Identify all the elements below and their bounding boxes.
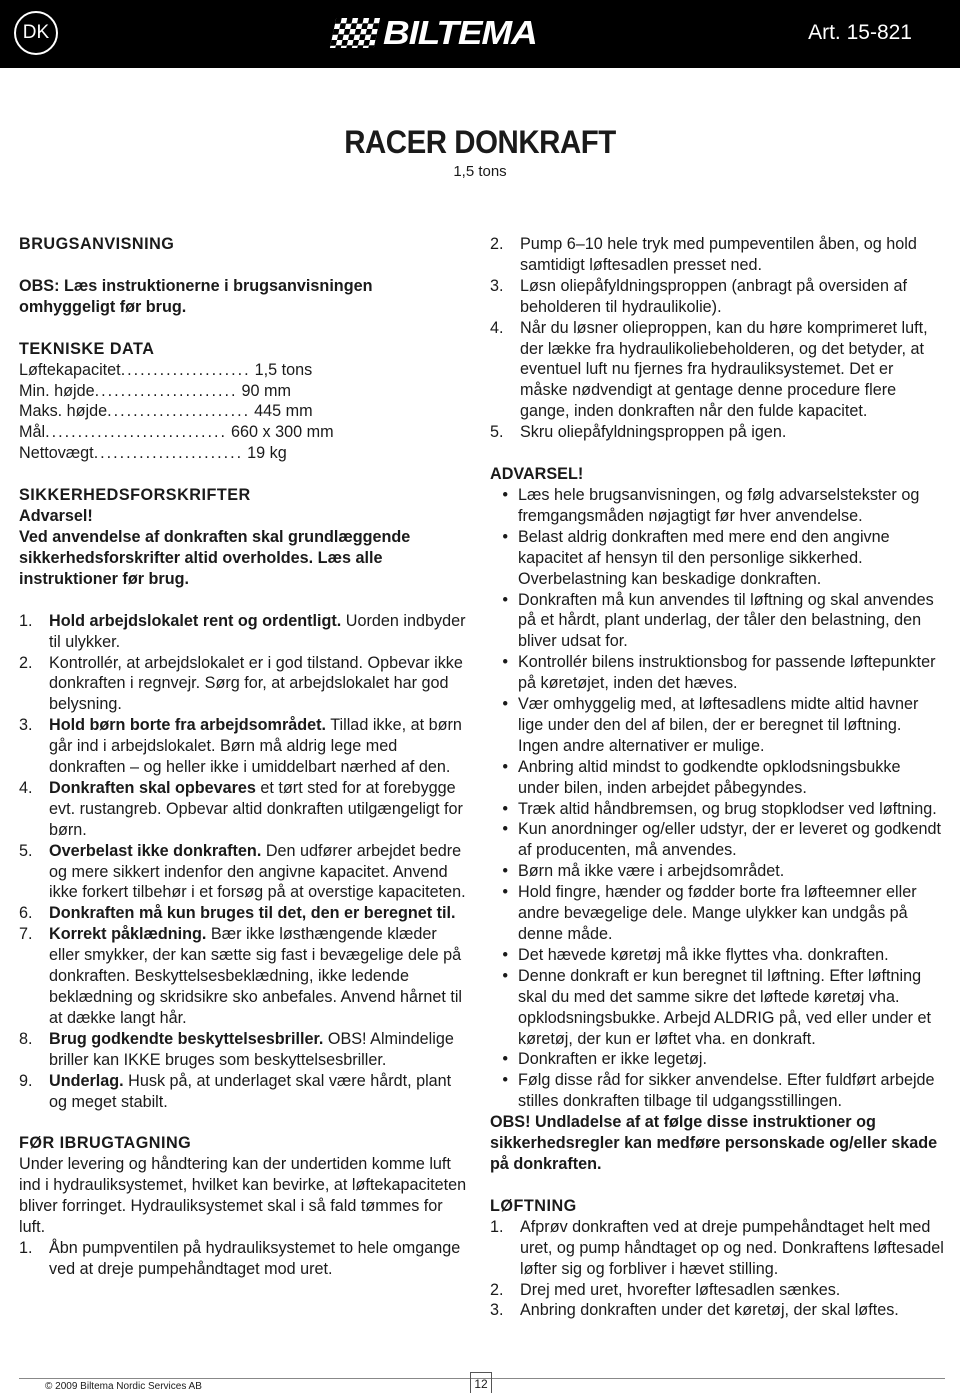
list-item	[490, 318, 945, 423]
list-item	[19, 653, 469, 716]
warning-item	[490, 652, 945, 694]
list-item	[19, 1071, 469, 1113]
spec-value: 660 x 300 mm	[231, 423, 334, 442]
item-number: 1.	[19, 611, 33, 630]
item-number: 7.	[19, 925, 33, 944]
item-body: Drej med uret, hvorefter løftesadlen sænkes.	[520, 1280, 841, 1299]
bullet-icon: •	[502, 485, 508, 504]
warning-item	[490, 1049, 945, 1070]
warning-item	[490, 590, 945, 653]
item-number: 5.	[19, 841, 33, 860]
article-number: Art. 15-821	[808, 21, 912, 44]
item-text	[49, 653, 469, 716]
page-subtitle: 1,5 tons	[453, 163, 507, 180]
lift-heading: LØFTNING	[490, 1196, 577, 1215]
spec-row	[19, 381, 469, 402]
item-bold: Hold børn borte fra arbejdsområdet.	[49, 716, 327, 735]
dot-leader: ......................	[94, 381, 238, 400]
bullet-icon: •	[502, 883, 508, 902]
checkered-flag-icon	[330, 18, 380, 48]
bullet-icon: •	[502, 527, 508, 546]
bullet-icon: •	[502, 820, 508, 839]
item-text	[49, 1029, 469, 1071]
warning-text: Donkraften må kun anvendes til løftning og skal anvendes på et hårdt, plant underlag, der tåler den belastning, den bliver udsat for.	[518, 590, 934, 651]
safety-heading: SIKKERHEDSFORSKRIFTER	[19, 486, 251, 505]
item-number: 3.	[490, 276, 504, 295]
warning-item	[490, 485, 945, 527]
item-number: 2.	[19, 653, 33, 672]
warning-item	[490, 799, 945, 820]
spec-label: Nettovægt	[19, 444, 94, 463]
item-text	[520, 234, 945, 276]
spec-row	[19, 443, 469, 464]
list-item	[490, 1217, 945, 1280]
dot-leader: ......................	[107, 402, 251, 421]
item-number: 9.	[19, 1071, 33, 1090]
item-body: OBS! Almindelige briller kan IKKE bruges som beskyttelsesbriller.	[49, 1029, 454, 1069]
warning-text: Kontrollér bilens instruktionsbog for passende løftepunkter på køretøjet, inden det hæves.	[518, 653, 936, 693]
item-body: Når du løsner olieproppen, kan du høre komprimeret luft, der lække fra hydraulikoliebeholderen, og det betyder, at eventuel luft nu fjernes fra hydrauliksystemet. Det er måske nødvendigt at gentage denne procedure flere gange, inden donkraften når den fulde kapacitet.	[520, 318, 928, 421]
item-text	[49, 778, 469, 841]
warning-text: Læs hele brugsanvisningen, og følg advarselstekster og fremgangsmåden nøjagtigt før hver anvendelse.	[518, 485, 920, 525]
item-body: Skru oliepåfyldningsproppen på igen.	[520, 423, 787, 442]
item-bold: Overbelast ikke donkraften.	[49, 841, 262, 860]
item-text	[49, 1238, 469, 1280]
warning-text: Denne donkraft er kun beregnet til løftning. Efter løftning skal du med det samme sikre det løftede køretøj vha. opklodsningsbukke. Arbejd ALDRIG på, ved eller under et køretøj, der kun er løftet vha. en donkraft.	[518, 966, 932, 1048]
language-badge: DK	[14, 11, 58, 55]
bullet-icon: •	[502, 862, 508, 881]
item-text	[49, 903, 469, 924]
warning-item	[490, 527, 945, 590]
item-number: 3.	[490, 1301, 504, 1320]
item-body: et tørt sted for at forebygge evt. rustangreb. Opbevar altid donkraften utilgængeligt for børn.	[49, 778, 463, 839]
item-body: Anbring donkraften under det køretøj, der skal løftes.	[520, 1301, 899, 1320]
spec-label: Maks. højde	[19, 402, 108, 421]
item-number: 4.	[490, 318, 504, 337]
item-number: 1.	[19, 1238, 33, 1257]
warning-text: Det hævede køretøj må ikke flyttes vha. donkraften.	[518, 945, 889, 964]
item-body: Uorden indbyder til ulykker.	[49, 611, 466, 651]
dot-leader: .......................	[93, 444, 244, 463]
item-text	[49, 1071, 469, 1113]
item-number: 4.	[19, 778, 33, 797]
item-text	[520, 1280, 945, 1301]
list-item	[19, 924, 469, 1029]
spec-value: 19 kg	[247, 444, 287, 463]
spec-row	[19, 401, 469, 422]
spec-value: 1,5 tons	[254, 360, 313, 379]
warning-item	[490, 882, 945, 945]
warning-item	[490, 757, 945, 799]
list-item	[490, 234, 945, 276]
item-text	[49, 924, 469, 1029]
item-number: 1.	[490, 1217, 504, 1236]
list-item	[19, 1238, 469, 1280]
left-column	[19, 234, 469, 1280]
tech-heading: TEKNISKE DATA	[19, 339, 155, 358]
item-number: 8.	[19, 1029, 33, 1048]
item-text	[520, 422, 945, 443]
list-item	[490, 1300, 945, 1321]
item-body: Bær ikke løsthængende klæder eller smykker, der kan sætte sig fast i bevægelige dele på donkraften. Beskyttelsesbeklædning, ikke ledende beklædning og skridsikre sko anbefales. Anvend hårnet til at dække langt hår.	[49, 925, 463, 1027]
spec-label: Min. højde	[19, 381, 95, 400]
dot-leader: ....................	[120, 360, 251, 379]
item-number: 2.	[490, 1280, 504, 1299]
item-body: Løsn oliepåfyldningsproppen (anbragt på oversiden af beholderen til hydraulikolie).	[520, 276, 907, 316]
list-item	[490, 422, 945, 443]
item-body: Den udfører arbejdet bedre og mere sikkert indenfor den angivne kapacitet. Anvend ikke forkert tilbehør i et forsøg på at overstige kapaciteten.	[49, 841, 466, 902]
warning-text: Anbring altid mindst to godkendte opklodsningsbukke under bilen, inden arbejdet påbegyndes.	[518, 757, 901, 797]
spec-value: 90 mm	[241, 381, 292, 400]
before-steps	[19, 1238, 469, 1280]
item-number: 2.	[490, 235, 504, 253]
item-bold: Donkraften må kun bruges til det, den er beregnet til.	[49, 904, 456, 923]
bullet-icon: •	[502, 590, 508, 609]
spec-label: Løftekapacitet	[19, 360, 121, 379]
spec-list	[19, 360, 469, 465]
warning-text: Kun anordninger og/eller udstyr, der er leveret og godkendt af producenten, må anvendes.	[518, 820, 941, 860]
item-bold: Hold arbejdslokalet rent og ordentligt.	[49, 611, 342, 630]
item-bold: Brug godkendte beskyttelsesbriller.	[49, 1029, 324, 1048]
warning-label: Advarsel!	[19, 507, 93, 526]
item-body: Kontrollér, at arbejdslokalet er i god tilstand. Opbevar ikke donkraften i regnvejr. Sørg for, at arbejdslokalet har god belysning.	[49, 653, 463, 714]
spec-row	[19, 422, 469, 443]
obs-note: OBS: Læs instruktionerne i brugsanvisningen omhyggeligt før brug.	[19, 276, 373, 316]
item-body: Tillad ikke, at børn går ind i arbejdslokalet. Børn må aldrig lege med donkraften – og heller ikke i umiddelbart nærhed af den.	[49, 716, 462, 777]
bleed-steps	[490, 234, 945, 443]
spec-row	[19, 360, 469, 381]
item-text	[49, 841, 469, 904]
warning-text: Donkraften er ikke legetøj.	[518, 1050, 707, 1069]
brand-logo	[333, 14, 537, 51]
lift-steps	[490, 1217, 945, 1322]
copyright: © 2009 Biltema Nordic Services AB	[45, 1381, 202, 1392]
item-text	[49, 715, 469, 778]
right-column	[490, 234, 945, 1321]
item-text	[520, 1300, 945, 1321]
bullet-icon: •	[502, 945, 508, 964]
page-title: RACER DONKRAFT	[344, 124, 616, 160]
warning-item	[490, 966, 945, 1050]
dot-leader: ............................	[45, 423, 228, 442]
before-heading: FØR IBRUGTAGNING	[19, 1134, 192, 1153]
obs-warning: OBS! Undladelse af at følge disse instruktioner og sikkerhedsregler kan medføre personskade og/eller skade på donkraften.	[490, 1113, 938, 1173]
bullet-icon: •	[502, 1071, 508, 1090]
list-item	[19, 1029, 469, 1071]
warning-item	[490, 1070, 945, 1112]
item-text	[520, 276, 945, 318]
warning-item	[490, 694, 945, 757]
spec-label: Mål	[19, 423, 46, 442]
warning-text: Følg disse råd for sikker anvendelse. Efter fuldført arbejde stilles donkraften tilbage til udgangsstillingen.	[518, 1071, 935, 1111]
brand-name: BILTEMA	[383, 14, 537, 51]
warning-item	[490, 819, 945, 861]
bullet-icon: •	[502, 1050, 508, 1069]
warning-item	[490, 945, 945, 966]
item-body: Åbn pumpventilen på hydrauliksystemet to hele omgange ved at dreje pumpehåndtaget mod uret.	[49, 1238, 461, 1278]
item-bold: Korrekt påklædning.	[49, 925, 207, 944]
warning-heading: ADVARSEL!	[490, 465, 584, 484]
bullet-icon: •	[502, 653, 508, 672]
bullet-icon: •	[502, 757, 508, 776]
warning-text: Vær omhyggelig med, at løftesadlens midte altid havner lige under den del af bilen, der er beregnet til løftning. Ingen andre alternativer er mulige.	[518, 695, 919, 755]
item-body: Afprøv donkraften ved at dreje pumpehåndtaget helt med uret, og pump håndtaget op og ned. Donkraftens løftesadel løfter sig og forbliver i hævet stilling.	[520, 1217, 944, 1278]
bullet-icon: •	[502, 966, 508, 985]
item-bold: Donkraften skal opbevares	[49, 778, 256, 797]
item-text	[520, 1217, 945, 1280]
list-item	[19, 715, 469, 778]
warning-text: Belast aldrig donkraften med mere end den angivne kapacitet af hensyn til den personlige sikkerhed. Overbelastning kan beskadige donkraften.	[518, 527, 890, 588]
spec-value: 445 mm	[254, 402, 313, 421]
warning-text: Ved anvendelse af donkraften skal grundlæggende sikkerhedsforskrifter altid overholdes. Læs alle instruktioner før brug.	[19, 527, 411, 588]
warning-text: Hold fingre, hænder og fødder borte fra løfteemner eller andre bevægelige dele. Mange ulykker kan undgås på denne måde.	[518, 883, 917, 943]
bullet-icon: •	[502, 695, 508, 714]
item-number: 5.	[490, 423, 504, 442]
list-item	[19, 903, 469, 924]
item-body: Pump 6–10 hele tryk med pumpeventilen åben, og hold samtidigt løftesadlen presset ned.	[520, 235, 917, 274]
item-bold: Underlag.	[49, 1071, 124, 1090]
header-bar	[0, 0, 960, 68]
warning-list	[490, 485, 945, 1112]
warning-text: Træk altid håndbremsen, og brug stopklodser ved løftning.	[518, 799, 937, 818]
usage-heading: BRUGSANVISNING	[19, 235, 175, 253]
list-item	[490, 276, 945, 318]
before-text: Under levering og håndtering kan der undertiden komme luft ind i hydrauliksystemet, hvilket kan bevirke, at løftekapaciteten bliver forringet. Hydrauliksystemet skal i så fald tømmes for luft.	[19, 1155, 467, 1237]
item-text	[49, 611, 469, 653]
list-item	[19, 611, 469, 653]
safety-rules	[19, 611, 469, 1113]
list-item	[19, 841, 469, 904]
warning-text: Børn må ikke være i arbejdsområdet.	[518, 862, 785, 881]
list-item	[19, 778, 469, 841]
warning-item	[490, 861, 945, 882]
item-body: Husk på, at underlaget skal være hårdt, plant og meget stabilt.	[49, 1071, 452, 1111]
page-number: 12	[470, 1372, 492, 1393]
bullet-icon: •	[502, 799, 508, 818]
item-text	[520, 318, 945, 423]
list-item	[490, 1280, 945, 1301]
item-number: 6.	[19, 904, 33, 923]
item-number: 3.	[19, 716, 33, 735]
